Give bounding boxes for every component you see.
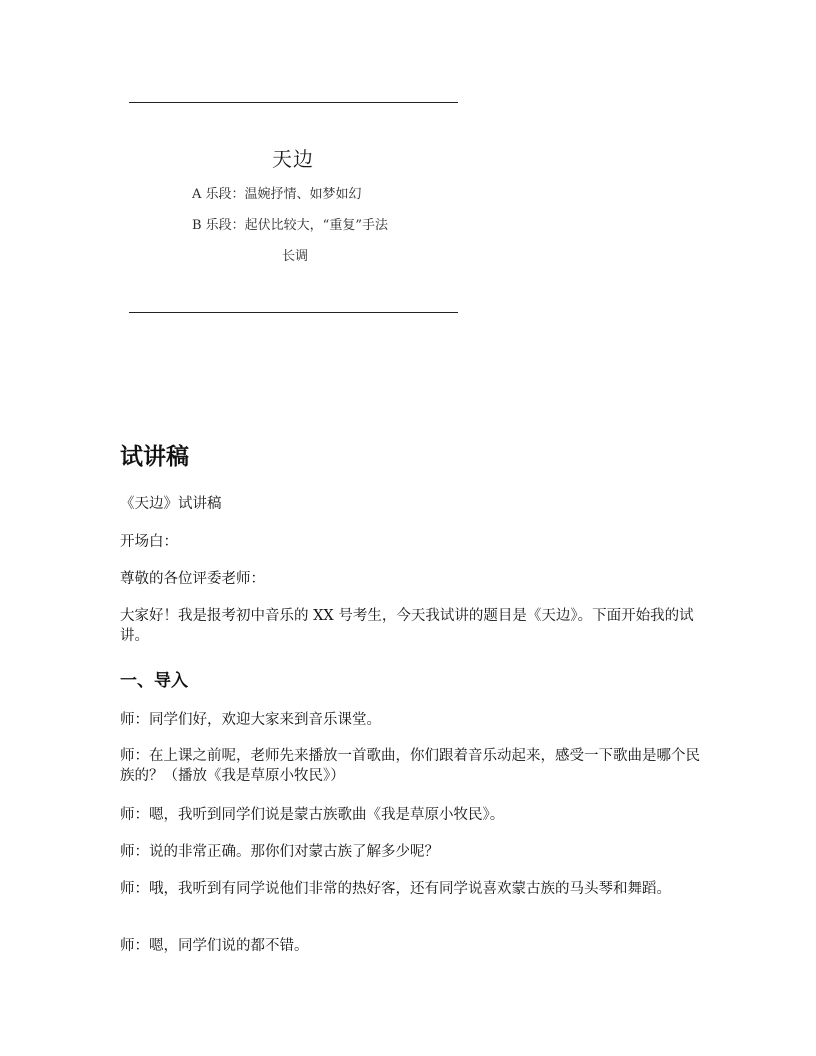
section-heading-intro: 一、导入 <box>120 671 188 691</box>
blackboard-line-c: 长调 <box>282 249 309 264</box>
blackboard-line-b: B 乐段：起伏比较大，“重复”手法 <box>192 218 388 233</box>
teacher-line-paragraph: 师：嗯，同学们说的都不错。 <box>120 938 309 954</box>
teacher-line-paragraph: 师：在上课之前呢，老师先来播放一首歌曲，你们跟着音乐动起来，感受一下歌曲是哪个民族的？（播放《我是草原小牧民》） <box>120 748 700 784</box>
self-intro-paragraph: 大家好！我是报考初中音乐的 XX 号考生，今天我试讲的题目是《天边》。下面开始我的试讲。 <box>120 608 694 644</box>
teacher-line-paragraph: 师：同学们好，欢迎大家来到音乐课堂。 <box>120 712 381 728</box>
greeting-paragraph: 尊敬的各位评委老师： <box>120 571 265 587</box>
teacher-line-paragraph: 师：说的非常正确。那你们对蒙古族了解多少呢？ <box>120 844 439 860</box>
teacher-line-paragraph: 师：哦，我听到有同学说他们非常的热好客，还有同学说喜欢蒙古族的马头琴和舞蹈。 <box>120 881 671 897</box>
opening-label-paragraph: 开场白： <box>120 534 178 550</box>
lesson-title-paragraph: 《天边》试讲稿 <box>120 496 222 512</box>
teacher-line-paragraph: 师：嗯，我听到同学们说是蒙古族歌曲《我是草原小牧民》。 <box>120 807 505 823</box>
blackboard-bottom-rule <box>129 312 458 313</box>
blackboard-line-a: A 乐段：温婉抒情、如梦如幻 <box>192 187 362 202</box>
document-title: 试讲稿 <box>120 444 189 470</box>
blackboard-top-rule <box>129 102 458 103</box>
blackboard-title: 天边 <box>272 147 314 171</box>
